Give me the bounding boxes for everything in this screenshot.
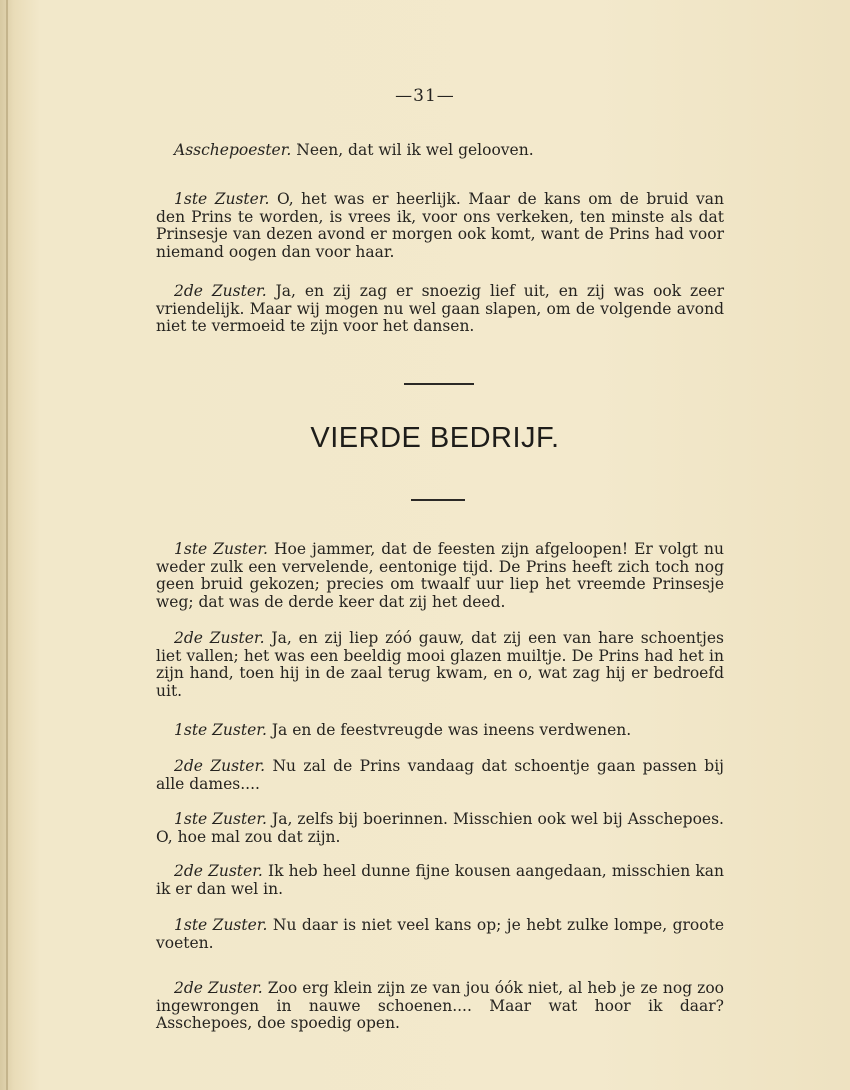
speaker-label: 2de Zuster. xyxy=(174,629,265,647)
dialogue-text: Neen, dat wil ik wel gelooven. xyxy=(296,141,534,159)
speaker-label: 2de Zuster. xyxy=(174,282,267,300)
dialogue-line xyxy=(156,630,724,700)
dialogue-line xyxy=(156,283,724,336)
dialogue-line xyxy=(156,722,724,740)
speaker-label: 2de Zuster. xyxy=(174,757,266,775)
speaker-label: 2de Zuster. xyxy=(174,862,263,880)
speaker-label: 1ste Zuster. xyxy=(174,916,268,934)
dialogue-line xyxy=(156,863,724,898)
dialogue-line xyxy=(156,541,724,611)
dialogue-line xyxy=(156,811,724,846)
speaker-label: 2de Zuster. xyxy=(174,979,263,997)
dialogue-text: Hoe jammer, dat de feesten zijn afgeloopen! Er volgt nu weder zulk een vervelende, eentonige tijd. De Prins heeft zich toch nog geen bruid gekozen; precies om twaalf uur liep het vreemde Prinsesje weg; dat was de derde keer dat zij het deed. xyxy=(156,540,724,611)
binding-edge xyxy=(6,0,8,1090)
dialogue-text: Nu zal de Prins vandaag dat schoentje gaan passen bij alle dames.... xyxy=(156,757,724,793)
section-divider xyxy=(404,383,474,385)
speaker-label: Asschepoester. xyxy=(174,141,292,159)
dialogue-text: Ja, en zij liep zóó gauw, dat zij een van hare schoentjes liet vallen; het was een beeldig mooi glazen muiltje. De Prins had het in zijn hand, toen hij in de zaal terug kwam, en o, wat zag hij er bedroefd uit. xyxy=(156,629,724,700)
dialogue-line xyxy=(156,758,724,793)
dialogue-text: Ik heb heel dunne fijne kousen aangedaan, misschien kan ik er dan wel in. xyxy=(156,862,724,898)
speaker-label: 1ste Zuster. xyxy=(174,540,268,558)
dialogue-text: O, het was er heerlijk. Maar de kans om de bruid van den Prins te worden, is vrees ik, voor ons verkeken, ten minste als dat Prinsesje van dezen avond er morgen ook komt, want de Prins had voor niemand oogen dan voor haar. xyxy=(156,190,724,261)
dialogue-line xyxy=(156,980,724,1033)
speaker-label: 1ste Zuster. xyxy=(174,810,267,828)
dialogue-line xyxy=(156,191,724,261)
dialogue-text: Ja, en zij zag er snoezig lief uit, en zij was ook zeer vriendelijk. Maar wij mogen nu wel gaan slapen, om de volgende avond niet te vermoeid te zijn voor het dansen. xyxy=(156,282,724,336)
section-divider xyxy=(411,499,465,501)
act-title: VIERDE BEDRIJF. xyxy=(310,422,560,454)
dialogue-text: Ja en de feestvreugde was ineens verdwenen. xyxy=(271,721,632,739)
dialogue-line xyxy=(156,917,724,952)
dialogue-text: Ja, zelfs bij boerinnen. Misschien ook wel bij Asschepoes. O, hoe mal zou dat zijn. xyxy=(156,810,724,846)
dialogue-line xyxy=(156,142,724,160)
dialogue-text: Nu daar is niet veel kans op; je hebt zulke lompe, groote voeten. xyxy=(156,916,724,952)
dialogue-text: Zoo erg klein zijn ze van jou óók niet, al heb je ze nog zoo ingewrongen in nauwe schoenen.... Maar wat hoor ik daar? Asschepoes, doe spoedig open. xyxy=(156,979,724,1033)
speaker-label: 1ste Zuster. xyxy=(174,190,270,208)
speaker-label: 1ste Zuster. xyxy=(174,721,267,739)
page-number: —31— xyxy=(395,86,455,106)
